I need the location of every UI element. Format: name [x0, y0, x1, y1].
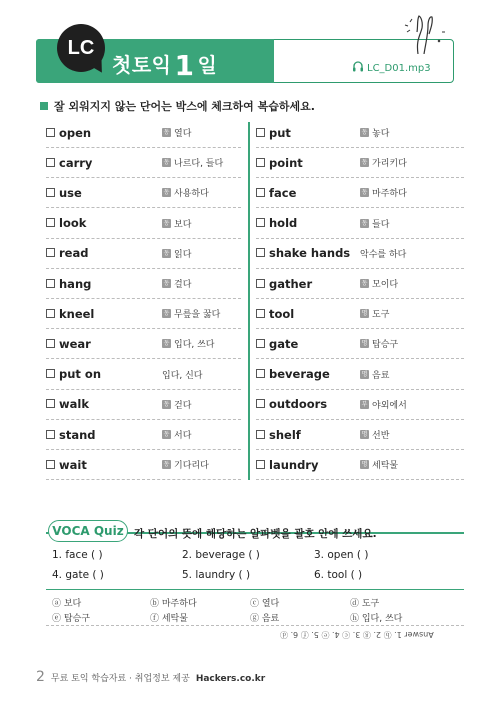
vocab-meaning	[162, 307, 220, 320]
footer-site-link[interactable]: Hackers.co.kr	[195, 674, 266, 684]
part-of-speech-badge: 명	[361, 461, 368, 469]
vocab-word-text: carry	[59, 155, 93, 170]
vocab-row	[46, 239, 241, 269]
vocab-word	[256, 186, 296, 200]
vocab-meaning	[360, 126, 389, 139]
part-of-speech-badge: 동	[163, 340, 170, 348]
vocab-meaning-text: 서다	[174, 431, 192, 441]
vocab-meaning-text: 나르다, 들다	[174, 159, 224, 170]
review-checkbox[interactable]	[256, 128, 265, 137]
part-of-speech-badge: 부	[361, 400, 368, 408]
vocab-meaning-text: 입다, 쓰다	[174, 340, 215, 351]
vocab-word	[256, 156, 303, 170]
review-checkbox[interactable]	[256, 188, 265, 197]
vocab-row	[46, 299, 241, 329]
quiz-option: ⓒ 열다	[250, 599, 280, 609]
part-of-speech-badge: 동	[361, 280, 368, 287]
quiz-question: 2. beverage ( )	[182, 549, 260, 561]
vocab-meaning-text: 세탁물	[372, 461, 399, 472]
review-checkbox[interactable]	[256, 430, 265, 439]
vocab-row	[46, 148, 241, 178]
vocab-meaning	[360, 458, 398, 471]
quiz-option: ⓔ 탑승구	[52, 614, 90, 624]
review-checkbox[interactable]	[46, 188, 55, 197]
quiz-option: ⓕ 세탁물	[150, 614, 188, 624]
quiz-option: ⓐ 보다	[52, 599, 82, 609]
quiz-option: ⓑ 마주하다	[150, 599, 197, 609]
footer-text: 무료 토익 학습자료 · 취업정보 제공	[50, 674, 190, 684]
vocab-meaning-text: 악수를 하다	[360, 249, 407, 260]
answer-separator	[46, 625, 464, 627]
vocab-word	[256, 216, 297, 230]
vocab-meaning	[360, 156, 407, 169]
title-suffix: 일	[197, 53, 218, 77]
bullet-square-icon	[40, 102, 48, 110]
quiz-option: ⓗ 입다, 쓰다	[350, 614, 403, 624]
part-of-speech-badge: 동	[163, 249, 170, 257]
vocab-meaning-text: 기다리다	[174, 461, 209, 472]
vocab-meaning	[162, 398, 191, 411]
part-of-speech-badge: 명	[361, 340, 368, 348]
review-checkbox[interactable]	[256, 399, 265, 408]
review-checkbox[interactable]	[46, 460, 55, 469]
vocab-row	[256, 450, 464, 480]
vocab-list	[46, 118, 464, 486]
review-checkbox[interactable]	[256, 309, 265, 318]
vocab-word	[46, 246, 88, 260]
part-of-speech-badge: 동	[163, 129, 170, 136]
quiz-question: 1. face ( )	[52, 549, 103, 561]
part-of-speech-badge: 동	[361, 219, 368, 227]
vocab-word	[46, 186, 82, 200]
vocab-row	[256, 269, 464, 299]
quiz-question: 5. laundry ( )	[182, 569, 251, 581]
vocab-meaning-text: 탑승구	[372, 340, 399, 351]
vocab-word-text: hang	[59, 276, 92, 291]
quiz-badge: VOCA Quiz	[48, 520, 128, 542]
vocab-meaning-text: 무릎을 꿇다	[174, 310, 221, 321]
vocab-meaning-text: 놓다	[372, 129, 390, 139]
review-checkbox[interactable]	[256, 460, 265, 469]
vocab-word	[46, 458, 87, 472]
part-of-speech-badge: 동	[163, 310, 170, 318]
part-of-speech-badge: 동	[163, 219, 170, 227]
review-checkbox[interactable]	[46, 218, 55, 227]
review-checkbox[interactable]	[46, 369, 55, 378]
vocab-row	[46, 360, 241, 390]
vocab-meaning-text: 입다, 신다	[162, 370, 203, 381]
vocab-word	[46, 428, 96, 442]
vocab-word-text: gather	[269, 276, 313, 291]
vocab-word-text: shelf	[269, 427, 301, 442]
vocab-row	[256, 118, 464, 148]
vocab-word-text: wait	[59, 457, 87, 472]
review-checkbox[interactable]	[46, 248, 55, 257]
vocab-word	[46, 216, 86, 230]
vocab-meaning-text: 모이다	[372, 280, 399, 290]
vocab-row	[46, 118, 241, 148]
vocab-row	[256, 329, 464, 359]
part-of-speech-badge: 동	[163, 159, 170, 167]
quiz-question: 4. gate ( )	[52, 569, 104, 581]
quiz-option: ⓖ 음료	[250, 614, 280, 624]
vocab-row	[256, 148, 464, 178]
vocab-meaning	[360, 428, 389, 441]
review-checkbox[interactable]	[46, 430, 55, 439]
vocab-word	[256, 277, 312, 291]
vocab-word-text: look	[59, 216, 87, 231]
vocab-row	[46, 329, 241, 359]
vocab-row	[256, 420, 464, 450]
review-checkbox[interactable]	[256, 369, 265, 378]
vocab-meaning	[162, 217, 191, 230]
review-checkbox[interactable]	[46, 339, 55, 348]
vocab-word-text: put	[269, 125, 291, 140]
vocab-row	[46, 450, 241, 480]
vocab-meaning	[162, 186, 209, 199]
vocab-word-text: shake hands	[269, 246, 351, 261]
column-divider	[248, 122, 250, 480]
vocab-row	[256, 360, 464, 390]
vocab-row	[256, 239, 464, 269]
footer	[36, 669, 265, 685]
vocab-meaning	[360, 186, 407, 199]
vocab-word-text: use	[59, 185, 82, 200]
vocab-meaning-text: 야외에서	[372, 400, 407, 411]
vocab-word-text: put on	[59, 367, 102, 382]
vocab-word-text: gate	[269, 336, 299, 351]
vocab-meaning	[360, 368, 389, 381]
vocab-meaning	[162, 126, 191, 139]
review-checkbox[interactable]	[46, 399, 55, 408]
vocab-meaning	[162, 156, 223, 169]
vocab-row	[46, 178, 241, 208]
vocab-word	[46, 337, 91, 351]
vocab-meaning	[162, 337, 215, 350]
vocab-word-text: laundry	[269, 457, 319, 472]
audio-link[interactable]	[352, 61, 431, 75]
part-of-speech-badge: 명	[361, 431, 368, 438]
vocab-word	[46, 126, 91, 140]
vocab-meaning-text: 가리키다	[372, 159, 407, 170]
vocab-meaning-text: 도구	[372, 310, 390, 321]
vocab-word-text: walk	[59, 397, 89, 412]
quiz-instruction: 각 단어의 뜻에 해당하는 알파벳을 괄호 안에 쓰세요.	[134, 528, 377, 540]
answer-key: Answer 1. ⓑ 2. ⓖ 3. ⓒ 4. ⓔ 5. ⓕ 6. ⓓ	[280, 630, 434, 639]
vocab-meaning-text: 선반	[372, 431, 390, 441]
quiz-separator	[46, 589, 464, 590]
audio-filename: LC_D01.mp3	[367, 62, 431, 74]
vocab-word-text: wear	[59, 336, 91, 351]
vocab-word	[256, 337, 298, 351]
vocab-word-text: face	[269, 185, 297, 200]
headphones-icon	[352, 61, 364, 75]
vocab-word	[46, 277, 91, 291]
part-of-speech-badge: 동	[361, 129, 368, 136]
quiz-option: ⓓ 도구	[350, 599, 380, 609]
vocab-meaning	[162, 368, 203, 381]
page-title	[112, 46, 218, 82]
vocab-word	[46, 307, 94, 321]
vocab-row	[46, 390, 241, 420]
instruction-text: 잘 외워지지 않는 단어는 박스에 체크하여 복습하세요.	[54, 100, 315, 113]
vocab-meaning	[162, 277, 191, 290]
vocab-word	[256, 246, 350, 260]
vocab-meaning	[360, 217, 389, 230]
vocab-word-text: stand	[59, 427, 96, 442]
vocab-word-text: beverage	[269, 367, 330, 382]
vocab-word	[46, 156, 92, 170]
review-checkbox[interactable]	[256, 248, 265, 257]
vocab-row	[256, 209, 464, 239]
part-of-speech-badge: 동	[163, 280, 170, 287]
vocab-meaning	[360, 337, 398, 350]
vocab-word	[256, 367, 330, 381]
part-of-speech-badge: 동	[163, 400, 170, 408]
review-checkbox[interactable]	[46, 279, 55, 288]
part-of-speech-badge: 동	[361, 159, 368, 167]
vocab-meaning-text: 열다	[174, 129, 192, 139]
vocab-word-text: outdoors	[269, 397, 328, 412]
vocab-word-text: point	[269, 155, 303, 170]
part-of-speech-badge: 명	[361, 370, 368, 378]
vocab-meaning	[360, 398, 407, 411]
vocab-meaning-text: 들다	[372, 219, 390, 230]
review-checkbox[interactable]	[46, 309, 55, 318]
vocab-meaning-text: 걷다	[174, 400, 192, 411]
vocab-word-text: kneel	[59, 306, 95, 321]
vocab-meaning	[162, 458, 209, 471]
quiz-question: 3. open ( )	[314, 549, 369, 561]
lc-badge: LC	[57, 24, 105, 72]
vocab-word-text: tool	[269, 306, 295, 321]
vocab-word	[256, 126, 291, 140]
vocab-meaning	[162, 247, 191, 260]
bunny-illustration	[398, 14, 448, 54]
vocab-word-text: open	[59, 125, 92, 140]
review-checkbox[interactable]	[256, 279, 265, 288]
vocab-meaning-text: 마주하다	[372, 189, 407, 200]
instruction	[40, 98, 315, 114]
review-checkbox[interactable]	[256, 339, 265, 348]
vocab-word	[256, 397, 327, 411]
vocab-word-text: read	[59, 246, 89, 261]
review-checkbox[interactable]	[256, 158, 265, 167]
title-prefix: 첫토익	[112, 53, 172, 77]
vocab-word	[46, 397, 89, 411]
vocab-row	[46, 420, 241, 450]
vocab-word	[46, 367, 101, 381]
vocab-meaning-text: 사용하다	[174, 189, 209, 200]
title-day-number: 1	[174, 49, 195, 82]
part-of-speech-badge: 동	[361, 189, 368, 197]
vocab-meaning-text: 걸다	[174, 280, 192, 290]
vocab-meaning	[360, 307, 389, 320]
vocab-row	[46, 209, 241, 239]
part-of-speech-badge: 동	[163, 189, 170, 197]
part-of-speech-badge: 동	[163, 431, 170, 438]
vocab-meaning	[360, 277, 398, 290]
vocab-word	[256, 428, 301, 442]
review-checkbox[interactable]	[256, 218, 265, 227]
vocab-word	[256, 458, 318, 472]
page-number: 2	[36, 669, 45, 685]
vocab-meaning	[360, 247, 406, 260]
vocab-meaning-text: 음료	[372, 370, 390, 381]
vocab-word	[256, 307, 294, 321]
review-checkbox[interactable]	[46, 128, 55, 137]
vocab-row	[256, 390, 464, 420]
part-of-speech-badge: 동	[163, 461, 170, 469]
review-checkbox[interactable]	[46, 158, 55, 167]
vocab-row	[256, 178, 464, 208]
vocab-meaning-text: 보다	[174, 219, 192, 230]
vocab-row	[46, 269, 241, 299]
part-of-speech-badge: 명	[361, 310, 368, 318]
vocab-meaning	[162, 428, 191, 441]
vocab-row	[256, 299, 464, 329]
vocab-word-text: hold	[269, 216, 298, 231]
quiz-question: 6. tool ( )	[314, 569, 363, 581]
vocab-meaning-text: 읽다	[174, 249, 192, 260]
